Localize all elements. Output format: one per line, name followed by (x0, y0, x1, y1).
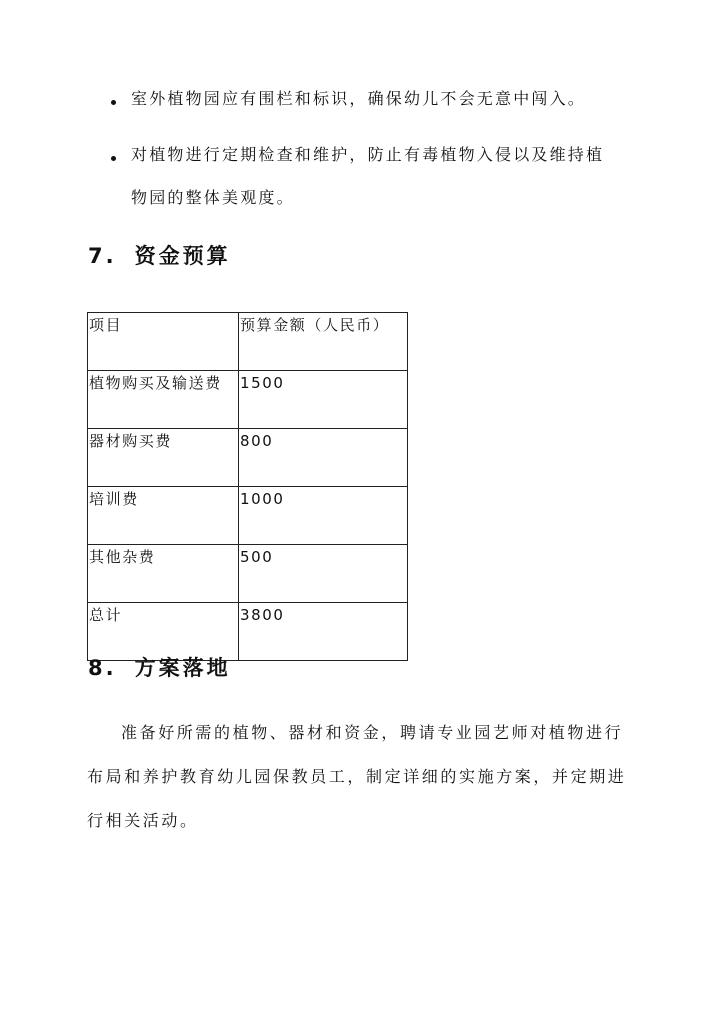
bullet-item-maintenance-cont: 物园的整体美观度。 (131, 188, 295, 207)
section-number: 7. (88, 244, 117, 268)
section-number: 8. (88, 656, 117, 680)
table-cell-item: 其他杂费 (88, 545, 239, 603)
paragraph-line: 布局和养护教育幼儿园保教员工，制定详细的实施方案，并定期进 (87, 767, 627, 786)
bullet-item-fence: 室外植物园应有围栏和标识，确保幼儿不会无意中闯入。 (131, 89, 587, 108)
table-row (88, 545, 408, 603)
table-cell-item: 培训费 (88, 487, 239, 545)
table-header-item: 项目 (88, 313, 239, 371)
table-cell-item: 器材购买费 (88, 429, 239, 487)
table-cell-amount: 1500 (239, 371, 408, 429)
table-cell-item: 植物购买及输送费 (88, 371, 239, 429)
section-title: 方案落地 (134, 656, 231, 680)
table-row (88, 429, 408, 487)
section-7-heading (88, 243, 231, 269)
paragraph-line: 行相关活动。 (87, 811, 199, 830)
bullet-dot (111, 100, 116, 105)
bullet-dot (111, 156, 116, 161)
paragraph-line: 准备好所需的植物、器材和资金，聘请专业园艺师对植物进行 (121, 723, 624, 742)
table-cell-amount: 800 (239, 429, 408, 487)
table-cell-item: 总计 (88, 603, 239, 661)
table-header-amount: 预算金额（人民币） (239, 313, 408, 371)
section-title: 资金预算 (134, 244, 231, 268)
table-row (88, 371, 408, 429)
budget-table (87, 312, 408, 661)
table-cell-amount: 1000 (239, 487, 408, 545)
table-row-total (88, 603, 408, 661)
table-cell-amount: 3800 (239, 603, 408, 661)
table-cell-amount: 500 (239, 545, 408, 603)
bullet-item-maintenance: 对植物进行定期检查和维护，防止有毒植物入侵以及维持植 (131, 145, 605, 164)
table-header-row (88, 313, 408, 371)
table-row (88, 487, 408, 545)
section-8-heading (88, 655, 231, 681)
